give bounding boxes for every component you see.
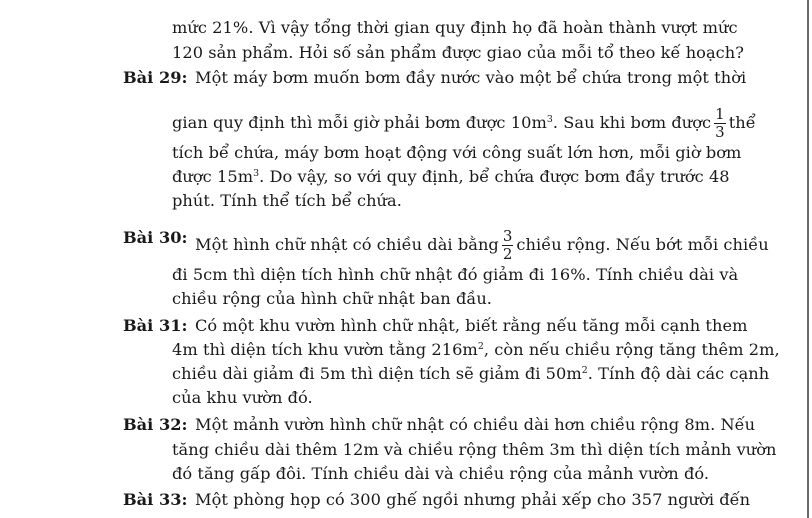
text-run: . Do vậy, so với quy định, bể chứa được bơm đầy trước 48	[259, 167, 730, 186]
text-line: Một mảnh vườn hình chữ nhật có chiều dài hơn chiều rộng 8m. Nếu	[195, 415, 756, 434]
page-right-border	[807, 0, 809, 518]
problem-label-30: Bài 30:	[123, 228, 188, 247]
text-run: được 15m	[172, 167, 254, 186]
problem-label-31: Bài 31:	[123, 316, 188, 335]
text-run: . Sau khi bơm được	[552, 113, 712, 132]
superscript: 2	[581, 365, 588, 377]
superscript: 3	[253, 168, 260, 180]
superscript: 2	[477, 341, 484, 353]
text-line	[172, 106, 756, 141]
problem-label-33: Bài 33:	[123, 490, 188, 509]
text-run: chiều dài giảm đi 5m thì diện tích sẽ giảm đi 50m	[172, 364, 582, 383]
text-line: đi 5cm thì diện tích hình chữ nhật đó giảm đi 16%. Tính chiều dài và	[172, 265, 739, 284]
problem-label-32: Bài 32:	[123, 415, 188, 434]
text-run: . Tính độ dài các cạnh	[587, 364, 770, 383]
text-line: phút. Tính thể tích bể chứa.	[172, 191, 402, 210]
text-run: Một hình chữ nhật có chiều dài bằng	[195, 235, 499, 254]
text-line: chiều rộng của hình chữ nhật ban đầu.	[172, 289, 493, 308]
fraction-numerator: 1	[715, 105, 725, 123]
text-line: Một máy bơm muốn bơm đầy nước vào một bể chứa trong một thời	[195, 68, 747, 87]
text-line: đó tăng gấp đôi. Tính chiều dài và chiều rộng của mảnh vườn đó.	[172, 464, 710, 483]
text-run: gian quy định thì mỗi giờ phải bơm được 10m	[172, 113, 547, 132]
text-line	[172, 364, 769, 384]
text-line	[195, 228, 769, 263]
text-line: của khu vườn đó.	[172, 388, 313, 407]
text-line	[172, 167, 730, 187]
text-line	[172, 340, 780, 360]
text-run: 4m thì diện tích khu vườn tằng 216m	[172, 340, 478, 359]
text-run: chiều rộng. Nếu bớt mỗi chiều	[516, 235, 769, 254]
text-line: tăng chiều dài thêm 12m và chiều rộng thêm 3m thì diện tích mảnh vườn	[172, 440, 777, 459]
superscript: 3	[546, 114, 553, 126]
text-line: mức 21%. Vì vậy tổng thời gian quy định họ đã hoàn thành vượt mức	[172, 18, 738, 37]
fraction-denominator: 2	[502, 245, 513, 263]
text-line: tích bể chứa, máy bơm hoạt động với công suất lớn hơn, mỗi giờ bơm	[172, 143, 742, 162]
fraction	[502, 228, 514, 263]
fraction-denominator: 3	[715, 123, 725, 141]
text-run: , còn nếu chiều rộng tăng thêm 2m,	[483, 340, 780, 359]
problem-label-29: Bài 29:	[123, 68, 188, 87]
fraction	[714, 106, 726, 141]
text-line: 120 sản phẩm. Hỏi số sản phẩm được giao của mỗi tổ theo kế hoạch?	[172, 43, 744, 62]
text-line: Có một khu vườn hình chữ nhật, biết rằng nếu tăng mỗi cạnh them	[195, 316, 748, 335]
fraction-numerator: 3	[502, 227, 513, 245]
text-line: Một phòng họp có 300 ghế ngồi nhưng phải xếp cho 357 người đến	[195, 490, 751, 509]
text-run: thể	[728, 113, 756, 132]
